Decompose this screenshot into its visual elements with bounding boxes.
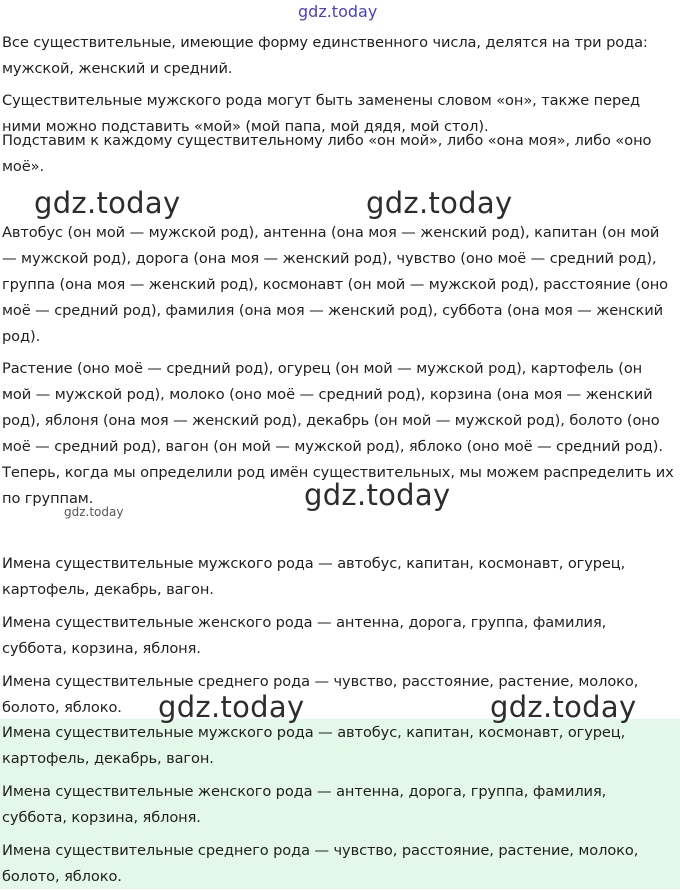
paragraph-intro: Все существительные, имеющие форму единственного числа, делятся на три рода: мужской, женский и средний. [2,34,648,77]
paragraph-word-list-1: Автобус (он мой — мужской род), антенна (она моя — женский род), капитан (он мой — мужской род), дорога (она моя — женский род), чувство (оно моё — средний род), группа (она моя — женский род), космонавт (он мой — мужской род), расстояние (оно моё — средний род), фамилия (она моя — женский род), суббота (она моя — женский род). [2,224,668,345]
watermark-small: gdz.today [64,505,124,519]
watermark-large-2: gdz.today [366,186,513,220]
masculine-rule-text: Существительные мужского рода могут быть заменены словом «он», также перед ними можно подставить «мой» (мой папа, мой дядя, мой стол). [2,92,641,135]
watermark-large-1: gdz.today [34,186,181,220]
answer-feminine: Имена существительные женского рода — антенна, дорога, группа, фамилия, суббота, корзина, яблоня. [2,783,607,826]
group-neuter: Имена существительные среднего рода — чувство, расстояние, растение, молоко, болото, яблоко. [2,673,639,716]
paragraph-now: Теперь, когда мы определили род имён существительных, мы можем распределить их по группам. [2,464,674,507]
answer-neuter: Имена существительные среднего рода — чувство, расстояние, растение, молоко, болото, яблоко. [2,842,639,885]
watermark-top: gdz.today [298,2,378,21]
watermark-large-4: gdz.today [158,690,305,724]
paragraph-masculine-rule [2,88,674,135]
paragraph-word-list-2: Растение (оно моё — средний род), огурец (он мой — мужской род), картофель (он мой — мужской род), молоко (оно моё — средний род), корзина (она моя — женский род), яблоня (она моя — женский род), декабрь (он мой — мужской род), болото (оно моё — средний род), вагон (он мой — мужской род), яблоко (оно моё — средний род). [2,360,663,455]
watermark-large-5: gdz.today [490,690,637,724]
watermark-large-3: gdz.today [304,478,451,512]
paragraph-substitute: Подставим к каждому существительному либо «он мой», либо «она моя», либо «оно моё». [2,132,652,175]
group-masculine: Имена существительные мужского рода — автобус, капитан, космонавт, огурец, картофель, декабрь, вагон. [2,555,626,598]
group-feminine: Имена существительные женского рода — антенна, дорога, группа, фамилия, суббота, корзина, яблоня. [2,614,607,657]
answer-masculine: Имена существительные мужского рода — автобус, капитан, космонавт, огурец, картофель, декабрь, вагон. [2,724,626,767]
